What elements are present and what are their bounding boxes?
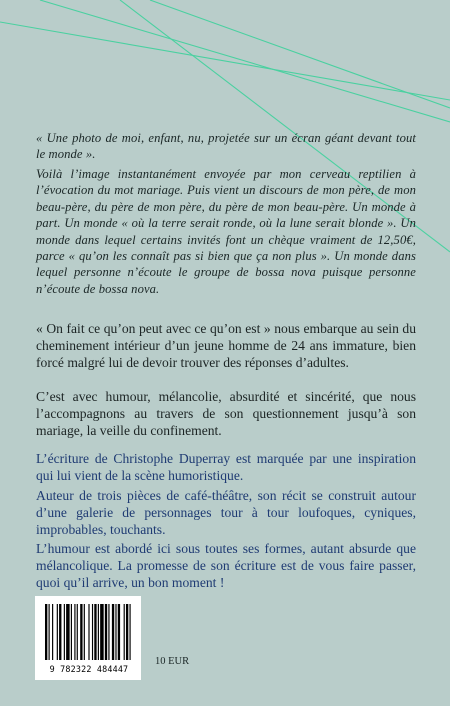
barcode-bars xyxy=(45,604,133,660)
excerpt-paragraph: Voilà l’image instantanément envoyée par mon cerveau reptilien à l’évocation du mot mariage. Puis vient un discours de mon père, de mon beau-père, du père de mon père, du père de mon beau-père. Un monde à part. Un monde « où la terre serait ronde, où la lune serait blonde ». Un monde dans lequel certains invités font un chèque vraiment de 12,50€, parce « qu’on les connaît pas si bien que ça non plus ». Un monde dans lequel personne n’écoute le groupe de bossa nova puisque personne n’écoute de bossa nova. xyxy=(36,167,416,296)
barcode-bar xyxy=(71,604,72,660)
summary-paragraph-1: « On fait ce qu’on peut avec ce qu’on est » nous embarque au sein du cheminement intérieur d’un jeune homme de 24 ans immature, bien forcé malgré lui de devoir trouver des réponses d’adultes. xyxy=(36,321,416,371)
author-bio-paragraph-2: Auteur de trois pièces de café-théâtre, son récit se construit autour d’une galerie de personnages tour à tour loufoques, cyniques, improbables, touchants. xyxy=(36,488,416,538)
barcode-bar xyxy=(88,604,89,660)
price-label: 10 EUR xyxy=(155,656,190,667)
barcode-bar xyxy=(129,604,130,660)
barcode-number: 9 782322 484447 xyxy=(49,664,129,674)
barcode-bar xyxy=(118,604,120,660)
barcode-bar xyxy=(59,604,61,660)
barcode-bar xyxy=(77,604,78,660)
barcode-bar xyxy=(98,604,99,660)
barcode-bar xyxy=(49,604,50,660)
barcode-bar xyxy=(66,604,70,660)
opening-quote: « Une photo de moi, enfant, nu, projetée sur un écran géant devant tout le monde ». xyxy=(36,131,416,162)
barcode-bar xyxy=(108,604,109,660)
barcode-bar xyxy=(92,604,93,660)
barcode-bar xyxy=(45,604,47,660)
barcode-bar xyxy=(80,604,82,660)
author-bio-paragraph-1: L’écriture de Christophe Duperray est marquée par une inspiration qui lui vient de la scène humoristique. xyxy=(36,451,416,484)
barcode-bar xyxy=(105,604,107,660)
barcode-bar xyxy=(74,604,75,660)
barcode-bar xyxy=(94,604,96,660)
barcode-bar xyxy=(126,604,128,660)
barcode xyxy=(35,596,141,680)
barcode-bar xyxy=(115,604,116,660)
barcode-bar xyxy=(64,604,65,660)
barcode-bar xyxy=(52,604,53,660)
author-bio-paragraph-3: L’humour est abordé ici sous toutes ses formes, autant absurde que mélancolique. La promesse de son écriture est de vous faire passer, quoi qu’il arrive, un bon moment ! xyxy=(36,541,416,591)
summary-paragraph-2: C’est avec humour, mélancolie, absurdité et sincérité, que nous l’accompagnons au travers de son questionnement jusqu’à son mariage, la veille du confinement. xyxy=(36,389,416,439)
barcode-bar xyxy=(57,604,58,660)
barcode-bar xyxy=(84,604,85,660)
barcode-bar xyxy=(124,604,125,660)
barcode-bar xyxy=(100,604,104,660)
barcode-bar xyxy=(112,604,114,660)
